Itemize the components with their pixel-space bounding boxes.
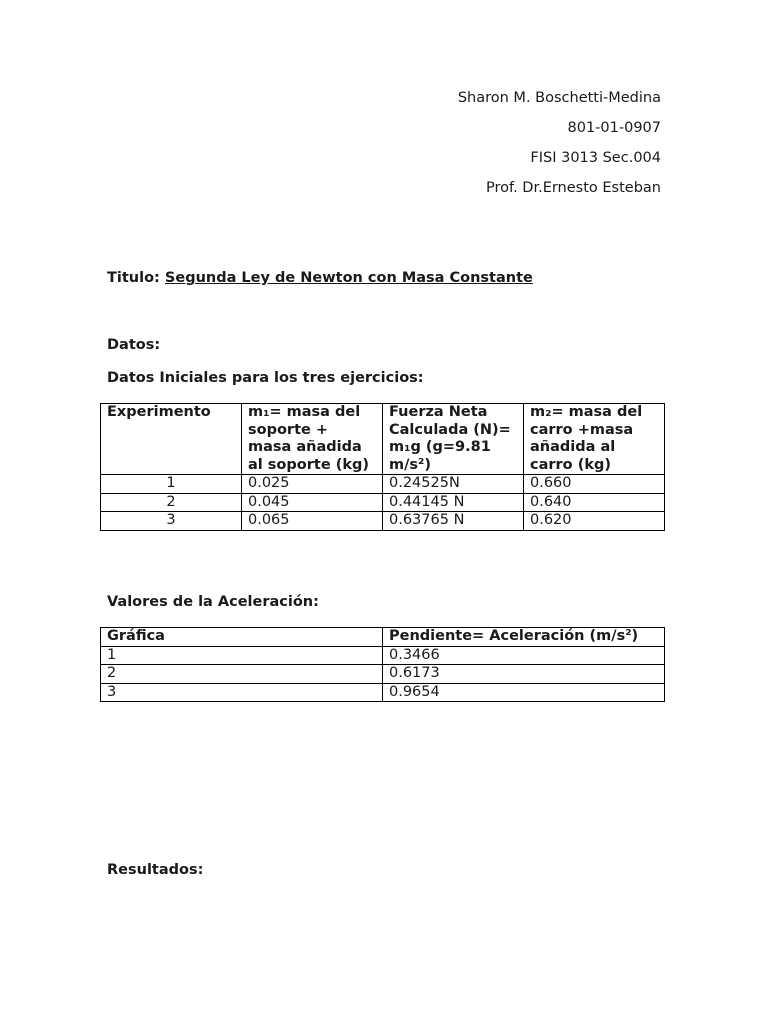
header-m2: m₂= masa del carro +masa añadida al carro (kg) [524,404,665,475]
table-row [101,665,665,684]
cell-m1: 0.045 [242,493,383,512]
header-grafica: Gráfica [101,628,383,647]
section-resultados: Resultados: [107,862,204,878]
table-header-row [101,404,665,475]
title-label: Titulo: [107,270,160,286]
header-fuerza-neta: Fuerza Neta Calculada (N)= m₁g (g=9.81 m/s²) [383,404,524,475]
header-experimento: Experimento [101,404,242,475]
student-header [458,87,661,207]
acceleration-table [100,627,665,702]
title-text: Segunda Ley de Newton con Masa Constante [164,270,533,286]
section-datos-iniciales: Datos Iniciales para los tres ejercicios: [107,370,424,386]
section-valores-aceleracion: Valores de la Aceleración: [107,594,319,610]
course-section: FISI 3013 Sec.004 [530,150,661,166]
student-name: Sharon M. Boschetti-Medina [457,90,661,106]
cell-pendiente: 0.3466 [383,646,665,665]
cell-fuerza: 0.44145 N [383,493,524,512]
cell-m2: 0.620 [524,512,665,531]
cell-experimento: 2 [101,493,242,512]
cell-experimento: 3 [101,512,242,531]
table-row [101,493,665,512]
table-row [101,683,665,702]
header-pendiente: Pendiente= Aceleración (m/s²) [383,628,665,647]
cell-fuerza: 0.24525N [383,475,524,494]
header-m1: m₁= masa del soporte + masa añadida al soporte (kg) [242,404,383,475]
cell-pendiente: 0.9654 [383,683,665,702]
initial-data-table [100,403,665,531]
cell-experimento: 1 [101,475,242,494]
section-datos: Datos: [107,337,161,353]
cell-m1: 0.025 [242,475,383,494]
cell-m2: 0.640 [524,493,665,512]
cell-pendiente: 0.6173 [383,665,665,684]
cell-m1: 0.065 [242,512,383,531]
table-row [101,512,665,531]
table-header-row [101,628,665,647]
table-row [101,646,665,665]
document-title [107,270,533,286]
table-row [101,475,665,494]
cell-grafica: 3 [101,683,383,702]
cell-fuerza: 0.63765 N [383,512,524,531]
cell-grafica: 1 [101,646,383,665]
cell-m2: 0.660 [524,475,665,494]
student-id: 801-01-0907 [567,120,661,136]
cell-grafica: 2 [101,665,383,684]
professor-name: Prof. Dr.Ernesto Esteban [486,180,661,196]
